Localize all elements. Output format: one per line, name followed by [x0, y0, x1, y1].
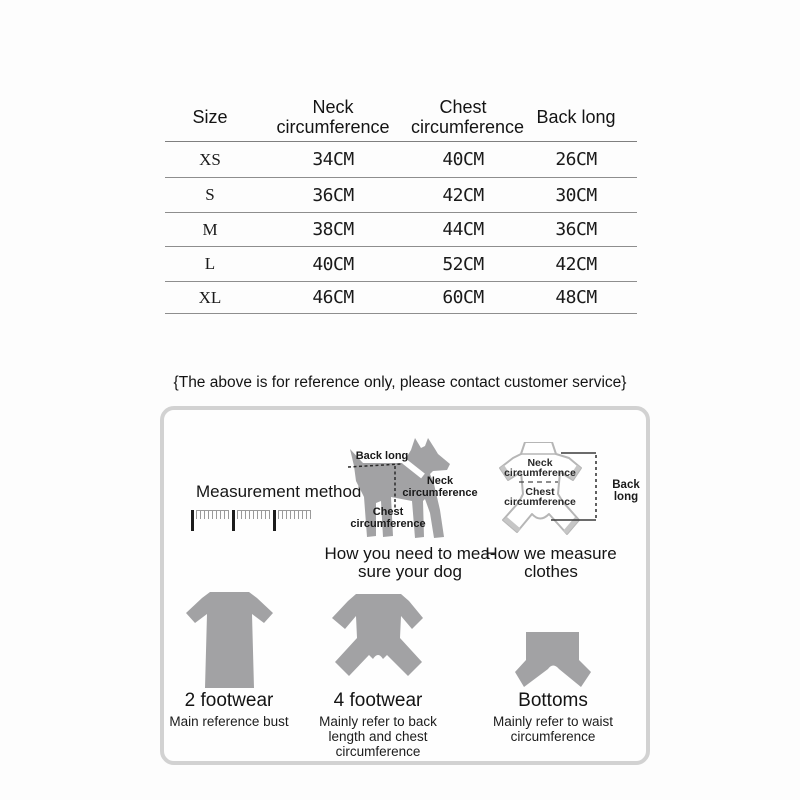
ruler-icon	[191, 510, 314, 531]
table-row	[165, 213, 637, 247]
neck-cell: 46CM	[312, 287, 354, 308]
garment-title: 4 footwear	[333, 690, 423, 711]
garment-title: 2 footwear	[184, 690, 274, 711]
header-size: Size	[192, 107, 228, 127]
size-cell: XS	[199, 149, 221, 169]
table-row	[165, 142, 637, 178]
four-leg-garment-icon	[330, 594, 427, 689]
back-cell: 26CM	[555, 149, 597, 170]
dog-chest-circumference-label: Chest circumference	[350, 506, 426, 530]
bottoms-garment-icon	[513, 632, 593, 689]
clothes-caption-line1: How we measure	[485, 544, 617, 563]
table-row	[165, 247, 637, 282]
dog-back-long-label: Back long	[355, 450, 409, 462]
back-cell: 30CM	[555, 184, 597, 206]
dog-neck-circumference-label: Neck circumference	[402, 475, 478, 499]
size-table-header-row	[165, 93, 637, 142]
neck-cell: 40CM	[312, 253, 354, 275]
header-chest-circumference: Chest circumference	[411, 97, 525, 137]
dog-caption-line1: How you need to mea-	[324, 544, 496, 563]
back-cell: 48CM	[555, 287, 597, 308]
garment-title: Bottoms	[518, 690, 588, 711]
neck-cell: 34CM	[312, 149, 354, 170]
header-back-long: Back long	[536, 107, 616, 127]
back-cell: 36CM	[555, 219, 597, 240]
two-leg-garment-icon	[182, 592, 277, 689]
clothes-chest-circumference-label: Chest circumference	[504, 486, 576, 508]
reference-note: {The above is for reference only, please contact customer service}	[173, 374, 627, 391]
garment-desc: Mainly refer to back length and chest circumference	[319, 714, 437, 759]
garment-type-bottoms	[483, 591, 623, 744]
size-cell: M	[202, 219, 218, 239]
size-cell: L	[204, 254, 216, 273]
chest-cell: 44CM	[442, 219, 484, 240]
measurement-method-label: Measurement method	[196, 482, 362, 501]
chest-cell: 60CM	[442, 287, 484, 308]
clothes-neck-circumference-label: Neck circumference	[504, 457, 576, 479]
neck-cell: 38CM	[312, 219, 354, 240]
chest-cell: 40CM	[442, 149, 484, 170]
back-cell: 42CM	[555, 253, 597, 275]
table-row	[165, 178, 637, 213]
garment-desc: Mainly refer to waist circumference	[492, 714, 614, 744]
clothes-caption-line2: clothes	[524, 561, 578, 581]
size-cell: XL	[198, 287, 222, 307]
size-table	[165, 93, 637, 314]
clothes-caption	[461, 545, 641, 580]
garment-type-4-footwear	[308, 591, 448, 759]
neck-cell: 36CM	[312, 184, 354, 206]
header-neck-circumference: Neck circumference	[276, 97, 390, 137]
clothes-back-long-label: Back long	[612, 479, 640, 503]
measurement-box	[160, 406, 650, 765]
garment-type-2-footwear	[164, 591, 294, 729]
garment-desc: Main reference bust	[169, 714, 289, 729]
chest-cell: 42CM	[442, 184, 484, 206]
size-cell: S	[205, 185, 215, 204]
dog-caption-line2: sure your dog	[358, 561, 462, 581]
table-row	[165, 282, 637, 314]
chest-cell: 52CM	[442, 253, 484, 275]
